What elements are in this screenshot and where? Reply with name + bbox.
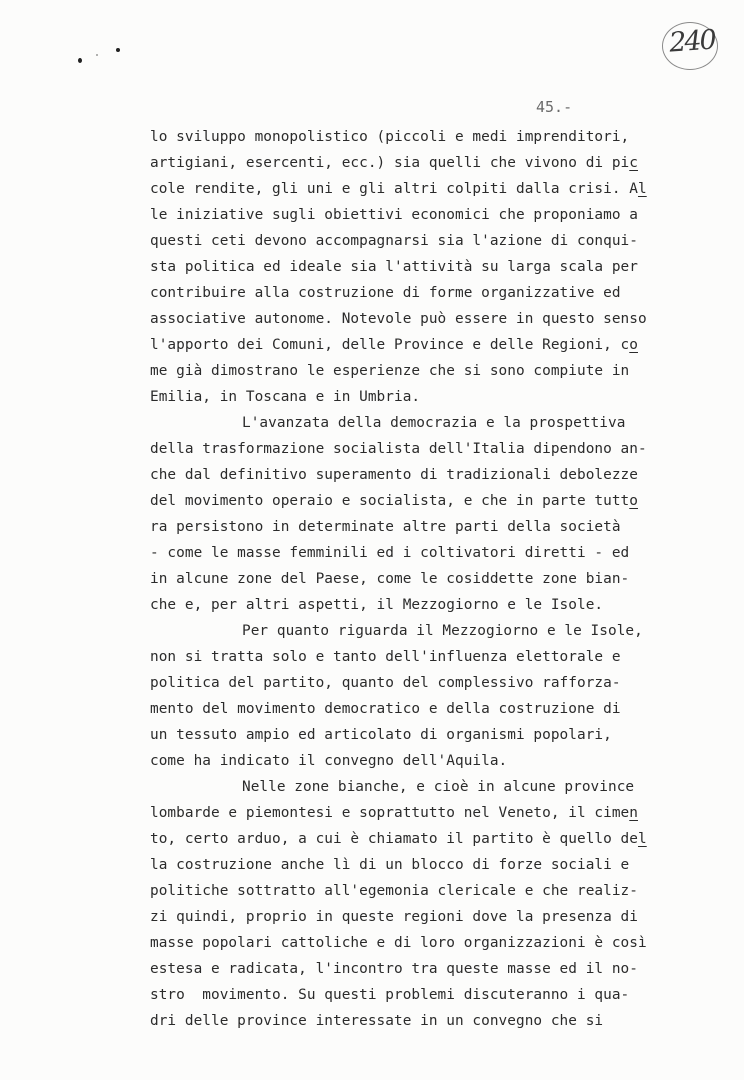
line-text: Emilia, in Toscana e in Umbria. — [150, 389, 421, 405]
ink-speck — [96, 54, 98, 56]
line-text: un tessuto ampio ed articolato di organismi popolari, — [150, 727, 612, 743]
paragraph — [150, 410, 650, 618]
line-text: politiche sottratto all'egemonia clericale e che realiz- — [150, 883, 638, 899]
underlined-hyphenation-letter: o — [629, 337, 638, 353]
text-line — [150, 982, 650, 1008]
text-line — [150, 956, 650, 982]
text-line — [150, 748, 650, 774]
text-line — [150, 670, 650, 696]
text-line — [150, 176, 650, 202]
line-text: non si tratta solo e tanto dell'influenza elettorale e — [150, 649, 621, 665]
text-line — [150, 202, 650, 228]
line-text: che dal definitivo superamento di tradizionali debolezze — [150, 467, 638, 483]
text-line — [150, 124, 650, 150]
line-text: masse popolari cattoliche e di loro organizzazioni è così — [150, 935, 647, 951]
text-line — [150, 280, 650, 306]
underlined-hyphenation-letter: l — [637, 831, 647, 847]
line-text: contribuire alla costruzione di forme organizzative ed — [150, 285, 621, 301]
text-line — [150, 540, 650, 566]
line-text: lombarde e piemontesi e soprattutto nel Veneto, il cime — [150, 805, 630, 821]
archive-stamp-number: 240 — [668, 24, 716, 59]
underlined-hyphenation-letter: n — [629, 805, 638, 821]
text-line — [150, 462, 650, 488]
line-text: questi ceti devono accompagnarsi sia l'azione di conqui- — [150, 233, 638, 249]
text-line — [150, 566, 650, 592]
underlined-hyphenation-letter: c — [629, 155, 638, 171]
text-line — [150, 878, 650, 904]
line-text: Nelle zone bianche, e cioè in alcune province — [242, 779, 635, 795]
line-text: me già dimostrano le esperienze che si sono compiute in — [150, 363, 630, 379]
text-line — [150, 488, 650, 514]
text-line — [150, 800, 650, 826]
text-line — [150, 254, 650, 280]
text-line — [150, 774, 650, 800]
text-line — [150, 904, 650, 930]
line-text: stro movimento. Su questi problemi discuteranno i qua- — [150, 987, 630, 1003]
text-line — [150, 332, 650, 358]
line-text: estesa e radicata, l'incontro tra queste masse ed il no- — [150, 961, 638, 977]
line-text: in alcune zone del Paese, come le cosiddette zone bian- — [150, 571, 630, 587]
text-line — [150, 618, 650, 644]
line-text: sta politica ed ideale sia l'attività su larga scala per — [150, 259, 638, 275]
text-line — [150, 852, 650, 878]
line-text: mento del movimento democratico e della costruzione di — [150, 701, 621, 717]
page-number: 45.- — [536, 98, 573, 116]
body-text — [150, 124, 650, 1034]
line-text: la costruzione anche lì di un blocco di forze sociali e — [150, 857, 630, 873]
text-line — [150, 1008, 650, 1034]
line-text: come ha indicato il convegno dell'Aquila. — [150, 753, 508, 769]
line-text: ra persistono in determinate altre parti della società — [150, 519, 621, 535]
line-text: - come le masse femminili ed i coltivatori diretti - ed — [150, 545, 630, 561]
text-line — [150, 514, 650, 540]
line-text: politica del partito, quanto del complessivo rafforza- — [150, 675, 621, 691]
underlined-hyphenation-letter: l — [637, 181, 647, 197]
text-line — [150, 592, 650, 618]
text-line — [150, 306, 650, 332]
text-line — [150, 436, 650, 462]
line-text: Per quanto riguarda il Mezzogiorno e le Isole, — [242, 623, 643, 639]
line-text: della trasformazione socialista dell'Italia dipendono an- — [150, 441, 647, 457]
line-text: to, certo arduo, a cui è chiamato il partito è quello de — [150, 831, 638, 847]
text-line — [150, 150, 650, 176]
line-text: cole rendite, gli uni e gli altri colpiti dalla crisi. A — [150, 181, 638, 197]
line-text: artigiani, esercenti, ecc.) sia quelli che vivono di pi — [150, 155, 630, 171]
text-line — [150, 384, 650, 410]
line-text: l'apporto dei Comuni, delle Province e delle Regioni, c — [150, 337, 630, 353]
line-text: del movimento operaio e socialista, e che in parte tutt — [150, 493, 630, 509]
text-line — [150, 696, 650, 722]
line-text: le iniziative sugli obiettivi economici che proponiamo a — [150, 207, 638, 223]
line-text: dri delle province interessate in un convegno che si — [150, 1013, 604, 1029]
text-line — [150, 358, 650, 384]
ink-speck — [78, 58, 82, 63]
paragraph — [150, 618, 650, 774]
text-line — [150, 644, 650, 670]
paragraph — [150, 124, 650, 410]
ink-specks — [72, 40, 132, 70]
text-line — [150, 826, 650, 852]
line-text: lo sviluppo monopolistico (piccoli e medi imprenditori, — [150, 129, 630, 145]
ink-speck — [116, 48, 120, 52]
underlined-hyphenation-letter: o — [629, 493, 638, 509]
paragraph — [150, 774, 650, 1034]
line-text: zi quindi, proprio in queste regioni dove la presenza di — [150, 909, 638, 925]
text-line — [150, 228, 650, 254]
line-text: associative autonome. Notevole può essere in questo senso — [150, 311, 647, 327]
text-line — [150, 930, 650, 956]
text-line — [150, 410, 650, 436]
text-line — [150, 722, 650, 748]
line-text: L'avanzata della democrazia e la prospettiva — [242, 415, 626, 431]
line-text: che e, per altri aspetti, il Mezzogiorno e le Isole. — [150, 597, 604, 613]
